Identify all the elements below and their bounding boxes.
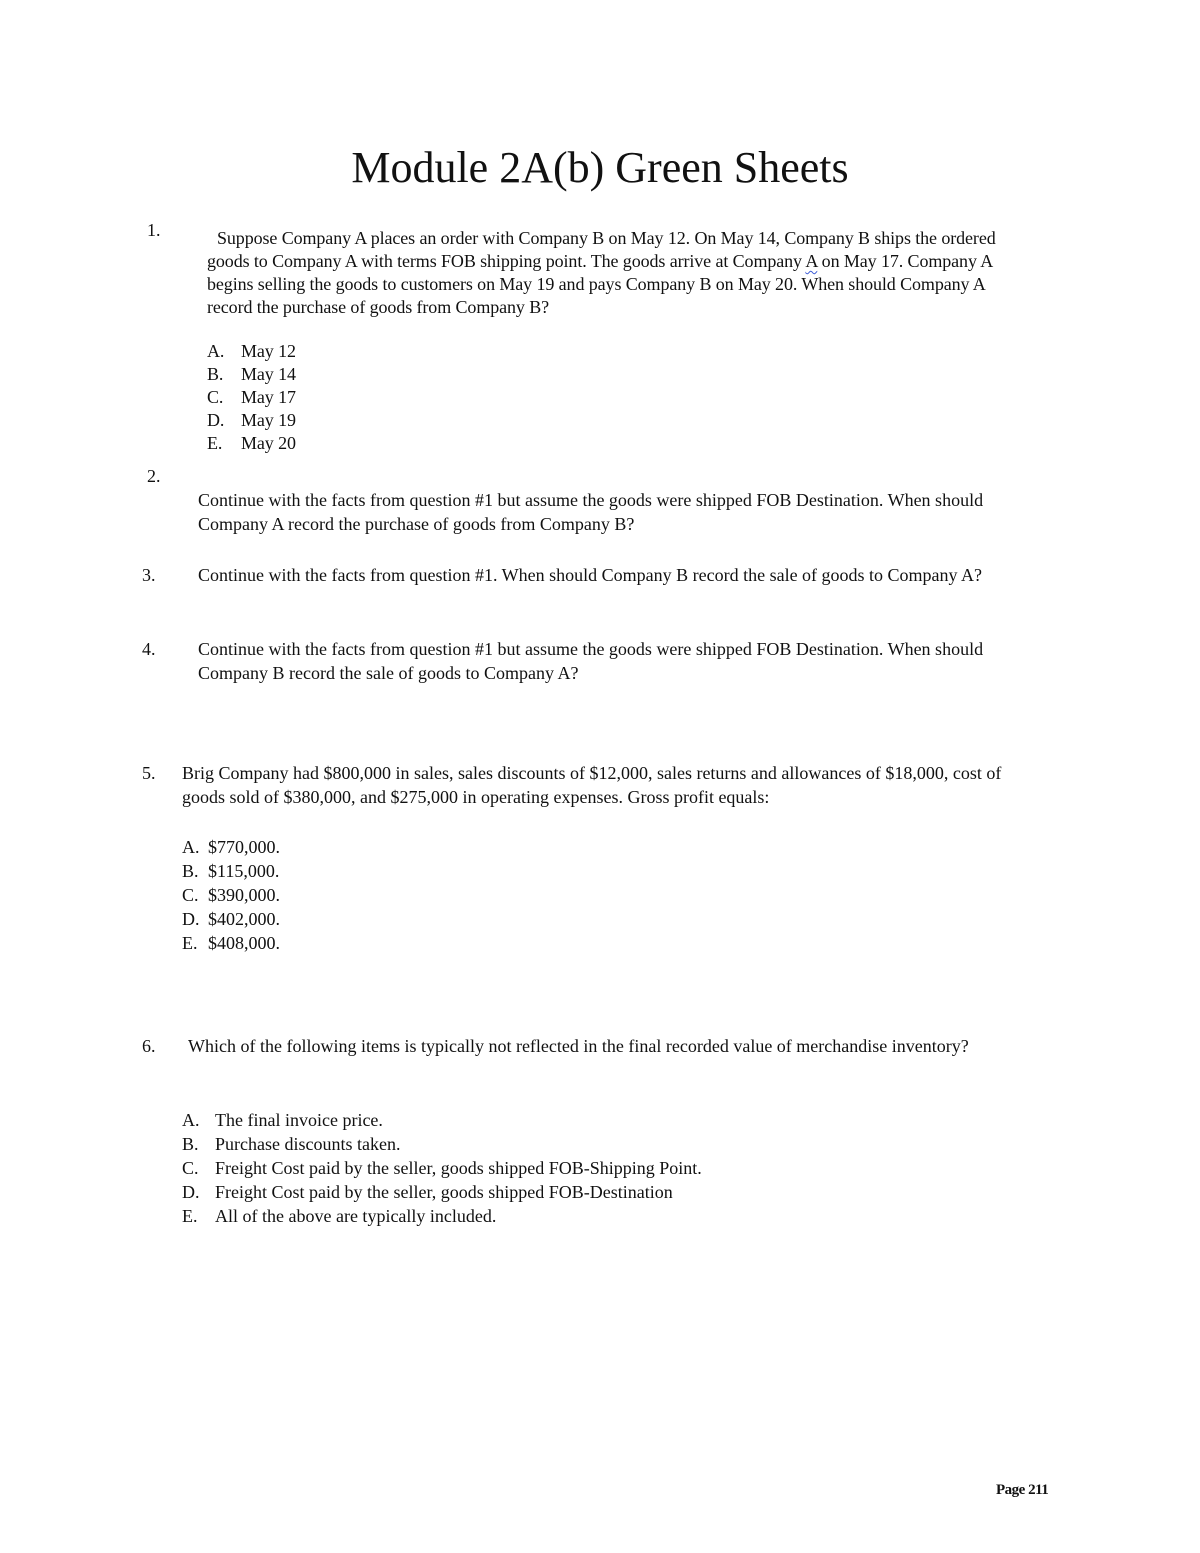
question-1-text-part-1: Suppose Company A places an order with Company B on May 12. On May 14, Company B ships the ordered goods to Company A with terms FOB shipping point. The goods arrive at Company [207, 228, 996, 271]
question-1-option-e: E. May 20 [207, 433, 296, 453]
question-1-number: 1. [147, 220, 161, 240]
question-1-text [207, 227, 1033, 319]
question-1-option-c: C. May 17 [207, 387, 296, 407]
question-1-options [207, 340, 296, 455]
question-6-text: Which of the following items is typically not reflected in the final recorded value of merchandise inventory? [188, 1036, 969, 1056]
question-4-number: 4. [142, 639, 156, 659]
question-2-text: Continue with the facts from question #1 but assume the goods were shipped FOB Destination. When should Company A record the purchase of goods from Company B? [198, 490, 984, 534]
question-3-text: Continue with the facts from question #1. When should Company B record the sale of goods to Company A? [198, 565, 983, 585]
page-title: Module 2A(b) Green Sheets [351, 143, 849, 192]
question-5-text: Brig Company had $800,000 in sales, sales discounts of $12,000, sales returns and allowances of $18,000, cost of goods sold of $380,000, and $275,000 in operating expenses. Gross profit equals: [182, 763, 1002, 807]
question-2-number: 2. [147, 466, 161, 486]
question-6-option-e: E. All of the above are typically included. [182, 1206, 497, 1226]
question-6-option-b: B. Purchase discounts taken. [182, 1134, 401, 1154]
question-6-option-c: C. Freight Cost paid by the seller, goods shipped FOB-Shipping Point. [182, 1158, 702, 1178]
page-number: Page 211 [996, 1482, 1049, 1498]
question-1-flagged-word: A [805, 251, 818, 271]
question-6-option-a: A. The final invoice price. [182, 1110, 383, 1130]
question-5-option-d: D. $402,000. [182, 909, 280, 929]
question-5-options [182, 835, 280, 955]
question-3-number: 3. [142, 565, 156, 585]
question-5-option-e: E. $408,000. [182, 933, 280, 953]
question-5-number: 5. [142, 763, 156, 783]
question-5-option-c: C. $390,000. [182, 885, 280, 905]
question-1-text-part-2: on May 17. Company A begins selling the goods to customers on May 19 and pays Company B on May 20. When should Company A record the purchase of goods from Company B? [207, 251, 993, 317]
question-6-option-d: D. Freight Cost paid by the seller, goods shipped FOB-Destination [182, 1182, 673, 1202]
question-6-number: 6. [142, 1036, 156, 1056]
question-1-option-d: D. May 19 [207, 410, 296, 430]
question-5-option-b: B. $115,000. [182, 861, 280, 881]
question-6-options [182, 1108, 702, 1228]
question-1-option-a: A. May 12 [207, 341, 296, 361]
question-4-text: Continue with the facts from question #1 but assume the goods were shipped FOB Destination. When should Company B record the sale of goods to Company A? [198, 639, 984, 683]
question-1-option-b: B. May 14 [207, 364, 296, 384]
question-5-option-a: A. $770,000. [182, 837, 280, 857]
